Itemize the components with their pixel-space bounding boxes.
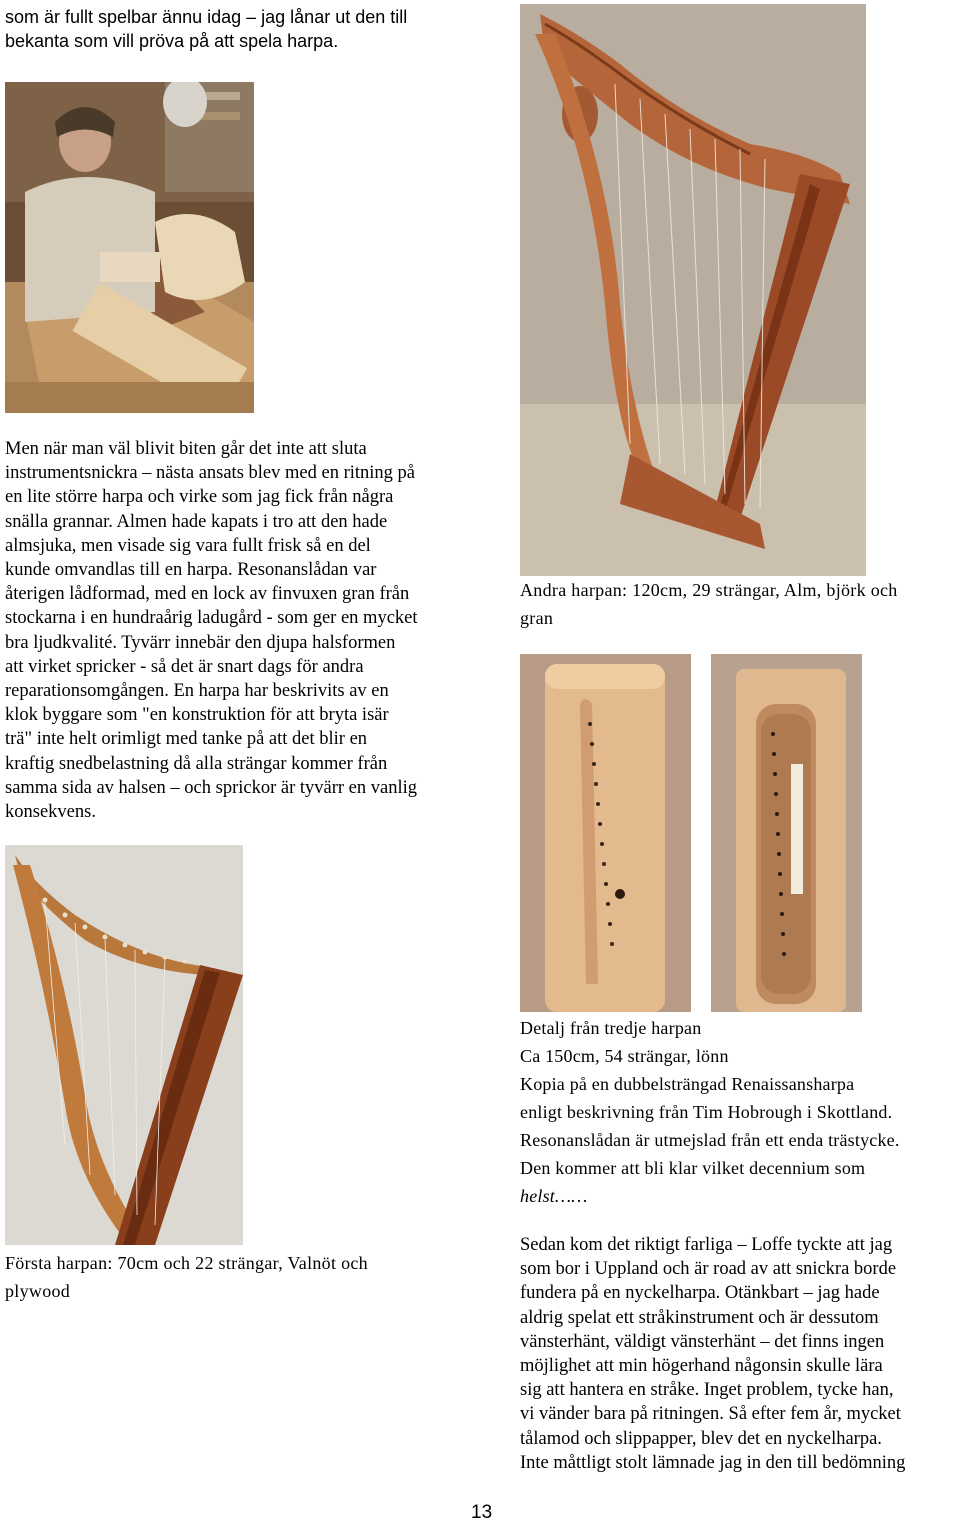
caption-line-italic: helst…… (520, 1186, 588, 1206)
text-line: sig att hantera en stråke. Inget problem, tycke han, (520, 1380, 894, 1401)
caption-line: enligt beskrivning från Tim Hobrough i Skottland. (520, 1102, 893, 1122)
second-harp-photo (520, 4, 866, 576)
text-line: samma sida av halsen – och sprickor är tyvärr en vanlig (5, 777, 418, 798)
caption-line: Den kommer att bli klar vilket decennium som (520, 1158, 866, 1178)
text-line: trä" inte helt orimligt med tanke på att det blir en (5, 729, 368, 750)
caption-line: plywood (5, 1281, 71, 1301)
page-number: 13 (471, 1502, 493, 1523)
third-harp-detail-photo-front (520, 654, 691, 1012)
text-line: konsekvens. (5, 802, 96, 823)
top-text (5, 5, 407, 53)
text-line: aldrig spelat ett stråkinstrument och är dessutom (520, 1307, 879, 1328)
caption-first-harp (5, 1249, 368, 1305)
caption-second-harp (520, 576, 898, 632)
caption-line: Detalj från tredje harpan (520, 1018, 702, 1038)
text-line: återigen lådformad, med en lock av finvuxen gran från (5, 584, 410, 605)
text-line: bekanta som vill pröva på att spela harpa. (5, 31, 339, 51)
caption-line: Andra harpan: 120cm, 29 strängar, Alm, björk och (520, 580, 898, 600)
caption-line: Kopia på en dubbelsträngad Renaissansharpa (520, 1074, 855, 1094)
text-line: almsjuka, men visade sig vara fullt frisk så en del (5, 535, 371, 556)
text-line: som är fullt spelbar ännu idag – jag lånar ut den till (5, 7, 408, 27)
text-line: tålamod och slippapper, blev det en nyckelharpa. (520, 1428, 882, 1449)
text-line: reparationsomgången. En harpa har beskrivits av en (5, 681, 389, 702)
text-line: Men när man väl blivit biten går det inte att sluta (5, 439, 367, 459)
text-line: som bor i Uppland och är road av att snickra borde (520, 1259, 897, 1280)
text-line: instrumentsnickra – nästa ansats blev med en ritning på (5, 463, 415, 484)
right-paragraph (520, 1233, 905, 1475)
text-line: klok byggare som "en konstruktion för att bryta isär (5, 705, 389, 726)
left-paragraph (5, 437, 418, 824)
text-line: kunde omvandlas till en harpa. Resonanslådan var (5, 560, 377, 581)
text-line: Inte måttligt stolt lämnade jag in den till bedömning (520, 1452, 906, 1473)
text-line: möjlighet att min högerhand någonsin skulle lära (520, 1356, 883, 1377)
text-line: Sedan kom det riktigt farliga – Loffe tyckte att jag (520, 1235, 893, 1255)
text-line: att virket spricker - så det är snart dags för andra (5, 656, 364, 677)
caption-line: Resonanslådan är utmejslad från ett enda trästycke. (520, 1130, 900, 1150)
caption-line: Första harpan: 70cm och 22 strängar, Valnöt och (5, 1253, 368, 1273)
text-line: bra ljudkvalité. Tyvärr innebär den djupa halsformen (5, 632, 396, 653)
text-line: kraftig snedbelastning då alla strängar kommer från (5, 753, 388, 774)
workshop-photo (5, 82, 254, 413)
caption-line: gran (520, 608, 554, 628)
text-line: stockarna i en hundraårig ladugård - som ger en mycket (5, 608, 418, 629)
text-line: vi vänder bara på ritningen. Så efter fem år, mycket (520, 1404, 901, 1425)
third-harp-detail-photo-inside (711, 654, 862, 1012)
first-harp-photo (5, 845, 243, 1245)
text-line: vänsterhänt, väldigt vänsterhänt – det finns ingen (520, 1331, 885, 1352)
caption-third-harp (520, 1014, 900, 1210)
caption-line: Ca 150cm, 54 strängar, lönn (520, 1046, 729, 1066)
text-line: fundera på en nyckelharpa. Otänkbart – jag hade (520, 1283, 880, 1304)
text-line: en lite större harpa och virke som jag fick från några (5, 487, 394, 508)
text-line: snälla grannar. Almen hade kapats i tro att den hade (5, 511, 388, 532)
